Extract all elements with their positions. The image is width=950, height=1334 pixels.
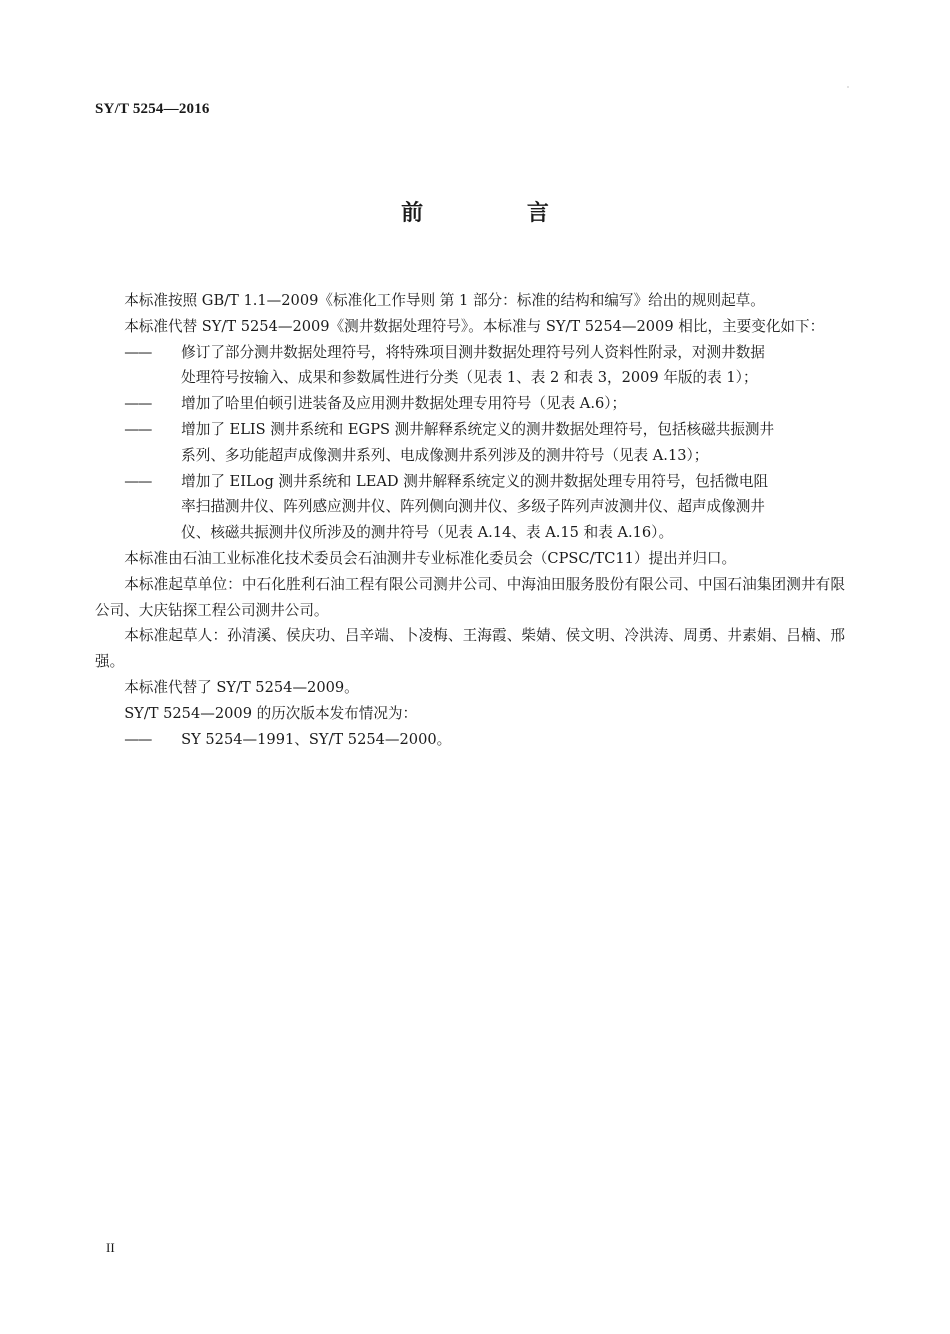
paragraph-proposer: 本标准由石油工业标准化技术委员会石油测井专业标准化委员会（CPSC/TC11）提出并归口。	[124, 549, 737, 567]
item-text: 率扫描测井仪、阵列感应测井仪、阵列侧向测井仪、多级子阵列声波测井仪、超声成像测井	[181, 498, 765, 516]
item-dash: ——	[124, 395, 152, 413]
change-item	[95, 391, 845, 417]
item-text: 增加了 ELIS 测井系统和 EGPS 测井解释系统定义的测井数据处理符号，包括核磁共振测井	[181, 420, 775, 438]
foreword-body	[95, 288, 845, 752]
scan-speck	[847, 86, 849, 88]
paragraph-supersedes: 本标准代替了 SY/T 5254—2009。	[124, 678, 359, 696]
history-item	[95, 727, 845, 753]
change-item	[95, 417, 845, 469]
item-text: 修订了部分测井数据处理符号，将特殊项目测井数据处理符号列人资料性附录，对测井数据	[181, 343, 765, 361]
paragraph-drafters: 本标准起草人：孙清溪、侯庆功、吕辛端、卜凌梅、王海霞、柴婧、侯文明、冷洪涛、周勇、井素娟、吕楠、邢强。	[95, 627, 845, 671]
standard-code: SY/T 5254—2016	[95, 101, 210, 117]
item-text: 增加了 EILog 测井系统和 LEAD 测井解释系统定义的测井数据处理专用符号，包括微电阻	[181, 472, 769, 490]
paragraph-replacement: 本标准代替 SY/T 5254—2009《测井数据处理符号》。本标准与 SY/T 5254—2009 相比，主要变化如下：	[124, 317, 825, 335]
item-dash: ——	[124, 420, 152, 438]
page-number: II	[106, 1240, 115, 1255]
item-text: 处理符号按输入、成果和参数属性进行分类（见表 1、表 2 和表 3，2009 年版的表 1）；	[181, 369, 758, 387]
item-dash: ——	[124, 343, 152, 361]
change-item	[95, 340, 845, 392]
paragraph-drafting-units: 本标准起草单位：中石化胜利石油工程有限公司测井公司、中海油田服务股份有限公司、中国石油集团测井有限公司、大庆钻探工程公司测井公司。	[95, 575, 845, 619]
item-dash: ——	[124, 472, 152, 490]
item-text: 系列、多功能超声成像测井系列、电成像测井系列涉及的测井符号（见表 A.13）；	[181, 446, 709, 464]
item-text: 增加了哈里伯顿引进装备及应用测井数据处理专用符号（见表 A.6）；	[181, 395, 627, 413]
page-title: 前 言	[401, 201, 597, 226]
change-item	[95, 469, 845, 546]
item-text: 仪、核磁共振测井仪所涉及的测井符号（见表 A.14、表 A.15 和表 A.16）。	[181, 524, 674, 542]
item-text: SY 5254—1991、SY/T 5254—2000。	[181, 730, 452, 748]
paragraph-drafting-rules: 本标准按照 GB/T 1.1—2009《标准化工作导则 第 1 部分：标准的结构和编写》给出的规则起草。	[124, 292, 765, 309]
item-dash: ——	[124, 730, 152, 748]
paragraph-history-intro: SY/T 5254—2009 的历次版本发布情况为：	[124, 704, 418, 722]
